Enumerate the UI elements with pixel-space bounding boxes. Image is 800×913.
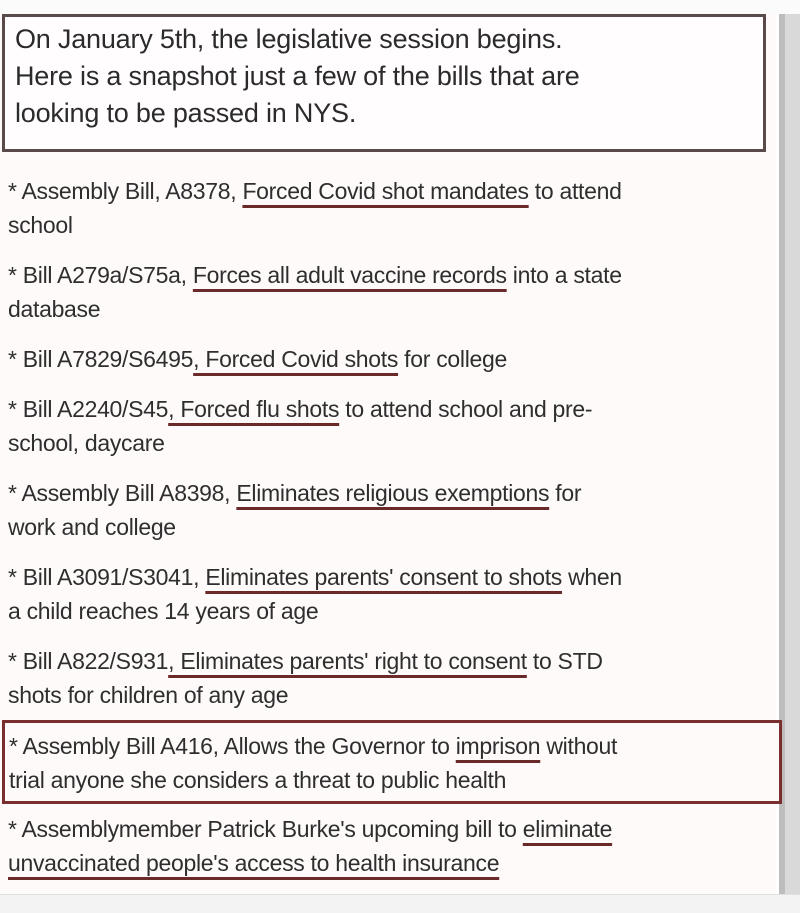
list-item-line-1 bbox=[8, 392, 778, 426]
list-item-line-1 bbox=[8, 560, 778, 594]
list-item-line-1 bbox=[9, 729, 617, 763]
scrollbar-rail[interactable] bbox=[779, 14, 800, 894]
intro-line-3: looking to be passed in NYS. bbox=[15, 98, 357, 128]
list-item-line-1 bbox=[8, 258, 778, 292]
bill-list bbox=[8, 174, 778, 728]
bill-underlined-text: Eliminates parents' consent to shots bbox=[205, 564, 563, 590]
bill-id: Bill A279a/S75a, bbox=[22, 262, 193, 288]
list-item-line-2: work and college bbox=[8, 514, 176, 540]
bill-id: Bill A2240/S45 bbox=[22, 396, 169, 422]
list-item-line-2: trial anyone she considers a threat to public health bbox=[9, 767, 507, 793]
bill-id: Assembly Bill A416, Allows the Governor to bbox=[22, 733, 456, 759]
bullet-icon: * bbox=[8, 262, 17, 288]
list-item bbox=[8, 258, 778, 326]
bill-id: Assembly Bill, A8378, bbox=[21, 178, 243, 204]
bill-suffix: for bbox=[549, 480, 582, 506]
list-item-line-2: school bbox=[8, 212, 73, 238]
list-item bbox=[8, 342, 778, 376]
bill-suffix: for college bbox=[398, 346, 507, 372]
bullet-icon: * bbox=[8, 396, 17, 422]
bill-suffix: to attend school and pre- bbox=[339, 396, 593, 422]
list-item-line-2: unvaccinated people's access to health insurance bbox=[8, 850, 500, 876]
list-item-line-1 bbox=[8, 476, 778, 510]
bullet-icon: * bbox=[9, 733, 18, 759]
intro-box bbox=[2, 14, 766, 152]
bill-underlined-text: , Forced flu shots bbox=[168, 396, 340, 422]
highlighted-list-item bbox=[9, 729, 617, 797]
bill-underlined-text: eliminate bbox=[522, 816, 613, 842]
list-item bbox=[8, 392, 778, 460]
list-item bbox=[8, 174, 778, 242]
bill-underlined-text: Forces all adult vaccine records bbox=[192, 262, 507, 288]
bill-suffix: into a state bbox=[506, 262, 622, 288]
list-item-line-1 bbox=[8, 174, 778, 208]
highlighted-bill-box bbox=[2, 720, 782, 804]
list-item bbox=[8, 560, 778, 628]
bullet-icon: * bbox=[8, 816, 17, 842]
top-strip bbox=[0, 0, 800, 14]
list-item bbox=[8, 476, 778, 544]
list-item-line-2: database bbox=[8, 296, 101, 322]
bill-id: Bill A822/S931 bbox=[22, 648, 169, 674]
list-item-line-2: shots for children of any age bbox=[8, 682, 289, 708]
list-item-line-2: school, daycare bbox=[8, 430, 165, 456]
bullet-icon: * bbox=[8, 178, 17, 204]
bill-id: Assembly Bill A8398, bbox=[21, 480, 237, 506]
bullet-icon: * bbox=[8, 564, 17, 590]
bill-suffix: to STD bbox=[526, 648, 603, 674]
list-item-line-1 bbox=[8, 812, 612, 846]
list-item-line-1 bbox=[8, 342, 778, 376]
bill-id: Bill A7829/S6495 bbox=[22, 346, 194, 372]
list-item-line-2: a child reaches 14 years of age bbox=[8, 598, 319, 624]
bottom-strip bbox=[0, 894, 800, 913]
bill-suffix: without bbox=[540, 733, 618, 759]
bill-underlined-text: , Eliminates parents' right to consent bbox=[168, 648, 527, 674]
bullet-icon: * bbox=[8, 480, 17, 506]
bill-id: Assemblymember Patrick Burke's upcoming bill to bbox=[21, 816, 523, 842]
bill-underlined-text: imprison bbox=[455, 733, 541, 759]
bill-underlined-text: Forced Covid shot mandates bbox=[242, 178, 529, 204]
bill-suffix: when bbox=[562, 564, 622, 590]
last-list-item bbox=[8, 812, 612, 880]
bill-underlined-text: , Forced Covid shots bbox=[193, 346, 399, 372]
list-item bbox=[8, 644, 778, 712]
bullet-icon: * bbox=[8, 648, 17, 674]
bullet-icon: * bbox=[8, 346, 17, 372]
intro-line-2: Here is a snapshot just a few of the bills that are bbox=[15, 61, 580, 91]
bill-underlined-text: Eliminates religious exemptions bbox=[236, 480, 550, 506]
bill-id: Bill A3091/S3041, bbox=[22, 564, 206, 590]
list-item-line-1 bbox=[8, 644, 778, 678]
bill-suffix: to attend bbox=[528, 178, 622, 204]
intro-line-1: On January 5th, the legislative session begins. bbox=[15, 24, 563, 54]
